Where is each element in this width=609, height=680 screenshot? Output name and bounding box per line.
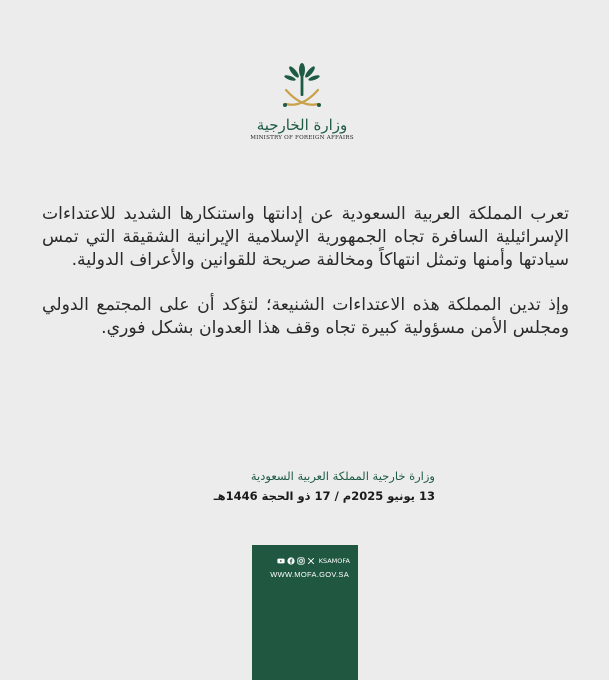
social-links bbox=[277, 557, 350, 565]
issuer-name: وزارة خارجية المملكة العربية السعودية bbox=[250, 469, 435, 483]
x-icon[interactable] bbox=[307, 557, 315, 565]
facebook-icon[interactable] bbox=[287, 557, 295, 565]
ministry-logo bbox=[232, 60, 372, 160]
website-link[interactable]: WWW.MOFA.GOV.SA bbox=[270, 570, 349, 579]
palm-swords-emblem-icon bbox=[280, 60, 324, 118]
footer-panel bbox=[252, 545, 358, 680]
logo-english-wordmark: MINISTRY OF FOREIGN AFFAIRS bbox=[250, 135, 354, 141]
statement-paragraph-1: تعرب المملكة العربية السعودية عن إدانتها واستنكارها الشديد للاعتداءات الإسرائيلية السافرة تجاه الجمهورية الإسلامية الإيرانية الشقيقة التي تمس سيادتها وأمنها وتمثل انتهاكاً ومخالفة صريحة للقوانين والأعراف الدولية. bbox=[42, 204, 569, 270]
logo-arabic-wordmark: وزارة الخارجية bbox=[256, 116, 348, 134]
statement-date: 13 يونيو 2025م / 17 ذو الحجة 1446هـ bbox=[213, 489, 435, 503]
social-handle: KSAMOFA bbox=[318, 557, 350, 565]
signature-block bbox=[40, 466, 435, 506]
youtube-icon[interactable] bbox=[277, 557, 285, 565]
statement-paragraph-2: وإذ تدين المملكة هذه الاعتداءات الشنيعة؛ لتؤكد أن على المجتمع الدولي ومجلس الأمن مسؤولية كبيرة تجاه وقف هذا العدوان بشكل فوري. bbox=[42, 295, 569, 338]
instagram-icon[interactable] bbox=[297, 557, 305, 565]
statement-body bbox=[42, 203, 569, 340]
